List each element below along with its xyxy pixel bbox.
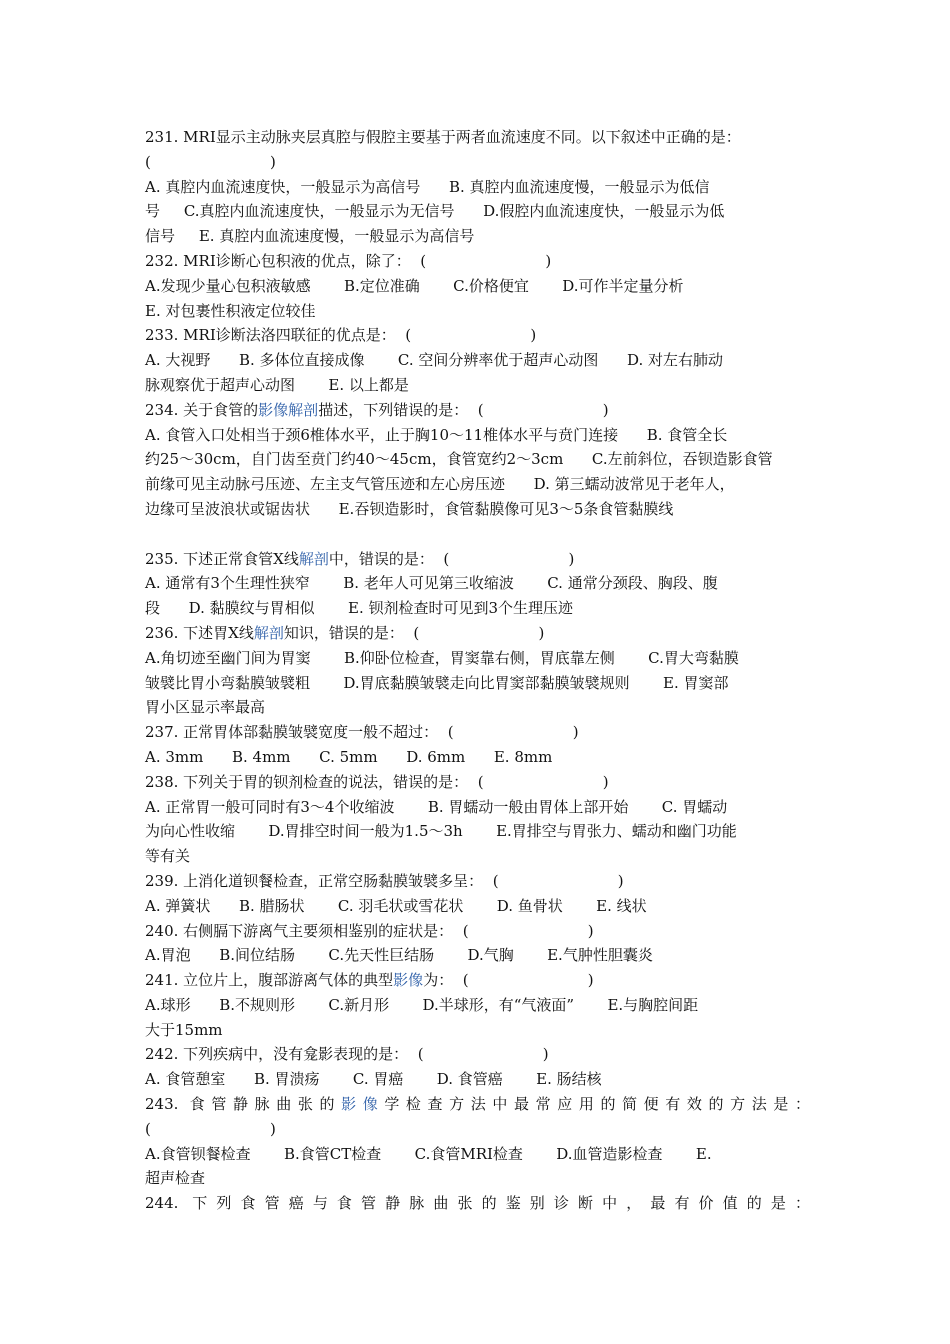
q231-stem: 231. MRI显示主动脉夹层真腔与假腔主要基于两者血流速度不同。以下叙述中正确的是： (145, 128, 741, 146)
q234-options-1: A. 食管入口处相当于颈6椎体水平，止于胸10～11椎体水平与贲门连接 B. 食管全长 (145, 425, 728, 444)
q241-options-1: A.球形 B.不规则形 C.新月形 D.半球形，有“气液面” E.与胸腔间距 (145, 995, 699, 1014)
q235-stem (145, 547, 810, 572)
q232-stem: 232. MRI诊断心包积液的优点，除了： ( ) (145, 251, 552, 270)
q241-stem-b: 为： ( ) (423, 971, 594, 990)
q235-link-anatomy[interactable]: 解剖 (298, 549, 329, 568)
q243-stem (145, 1092, 810, 1117)
q238-stem: 238. 下列关于胃的钡剂检查的说法，错误的是： ( ) (145, 772, 609, 791)
q241-stem-a: 241. 立位片上，腹部游离气体的典型 (145, 971, 394, 990)
blank-line (145, 522, 810, 547)
q231-options-1: A. 真腔内血流速度快，一般显示为高信号 B. 真腔内血流速度慢，一般显示为低信 (145, 177, 710, 196)
q240-stem: 240. 右侧膈下游离气主要须相鉴别的症状是： ( ) (145, 921, 594, 940)
q231-options-2: 号 C.真腔内血流速度快，一般显示为无信号 D.假腔内血流速度快，一般显示为低 (145, 202, 725, 221)
q243-stem-a: 243. 食管静脉曲张的 (145, 1095, 342, 1114)
q234-stem (145, 398, 810, 423)
q237-stem: 237. 正常胃体部黏膜皱襞宽度一般不超过： ( ) (145, 723, 579, 742)
q236-stem-a: 236. 下述胃X线 (145, 623, 254, 642)
q231-options-3: 信号 E. 真腔内血流速度慢，一般显示为高信号 (145, 227, 475, 246)
q239-stem: 239. 上消化道钡餐检查，正常空肠黏膜皱襞多呈： ( ) (145, 871, 624, 890)
q234-stem-b: 描述，下列错误的是： ( ) (318, 400, 609, 419)
q236-options-2: 皱襞比胃小弯黏膜皱襞粗 D.胃底黏膜皱襞走向比胃窦部黏膜皱襞规则 E. 胃窦部 (145, 673, 729, 692)
q233-options-2: 脉观察优于超声心动图 E. 以上都是 (145, 375, 409, 394)
q236-options-1: A.角切迹至幽门间为胃窦 B.仰卧位检查，胃窦靠右侧，胃底靠左侧 C.胃大弯黏膜 (145, 648, 739, 667)
q241-stem (145, 968, 810, 993)
q243-options-2: 超声检查 (145, 1169, 206, 1188)
q241-options-2: 大于15mm (145, 1020, 223, 1039)
q235-options-1: A. 通常有3个生理性狭窄 B. 老年人可见第三收缩波 C. 通常分颈段、胸段、腹 (145, 574, 718, 593)
q238-options-1: A. 正常胃一般可同时有3～4个收缩波 B. 胃蠕动一般由胃体上部开始 C. 胃蠕动 (145, 797, 728, 816)
q234-link-anatomy[interactable]: 影像解剖 (258, 400, 319, 419)
q234-options-3: 前缘可见主动脉弓压迹、左主支气管压迹和左心房压迹 D. 第三蠕动波常见于老年人， (145, 475, 735, 494)
q236-stem (145, 621, 810, 646)
q243-link-imaging[interactable]: 影像 (341, 1095, 385, 1114)
q234-options-4: 边缘可呈波浪状或锯齿状 E.吞钡造影时，食管黏膜像可见3～5条食管黏膜线 (145, 499, 674, 518)
q236-stem-b: 知识，错误的是： ( ) (283, 623, 545, 642)
document-page (145, 125, 810, 1216)
q235-stem-a: 235. 下述正常食管X线 (145, 549, 299, 568)
q236-link-anatomy[interactable]: 解剖 (253, 623, 284, 642)
q234-options-2: 约25～30cm，自门齿至贲门约40～45cm，食管宽约2～3cm C.左前斜位，吞钡造影食管 (145, 450, 773, 469)
q234-stem-a: 234. 关于食管的 (145, 400, 259, 419)
q243-options-1: A.食管钡餐检查 B.食管CT检查 C.食管MRI检查 D.血管造影检查 E. (145, 1144, 712, 1163)
q238-options-2: 为向心性收缩 D.胃排空时间一般为1.5～3h E.胃排空与胃张力、蠕动和幽门功能 (145, 822, 737, 841)
q233-options-1: A. 大视野 B. 多体位直接成像 C. 空间分辨率优于超声心动图 D. 对左右肺动 (145, 351, 724, 370)
q235-options-2: 段 D. 黏膜纹与胃相似 E. 钡剂检查时可见到3个生理压迹 (145, 599, 574, 618)
q243-stem-b: 学检查方法中最常应用的简便有效的方法是： (384, 1095, 810, 1114)
q238-options-3: 等有关 (145, 847, 191, 866)
q231-paren: ( ) (145, 152, 276, 171)
q239-options-1: A. 弹簧状 B. 腊肠状 C. 羽毛状或雪花状 D. 鱼骨状 E. 线状 (145, 896, 647, 915)
q242-options-1: A. 食管憩室 B. 胃溃疡 C. 胃癌 D. 食管癌 E. 肠结核 (145, 1070, 602, 1089)
q237-options-1: A. 3mm B. 4mm C. 5mm D. 6mm E. 8mm (145, 747, 553, 766)
q236-options-3: 胃小区显示率最高 (145, 698, 266, 717)
q243-paren: ( ) (145, 1119, 276, 1138)
q232-options-1: A.发现少量心包积液敏感 B.定位准确 C.价格便宜 D.可作半定量分析 (145, 276, 684, 295)
q242-stem: 242. 下列疾病中，没有龛影表现的是： ( ) (145, 1045, 549, 1064)
q235-stem-b: 中，错误的是： ( ) (328, 549, 575, 568)
q233-stem: 233. MRI诊断法洛四联征的优点是： ( ) (145, 326, 537, 345)
q232-options-2: E. 对包裹性积液定位较佳 (145, 301, 316, 320)
q241-link-imaging[interactable]: 影像 (393, 971, 424, 990)
q244-stem: 244. 下列食管癌与食管静脉曲张的鉴别诊断中，最有价值的是： (145, 1194, 810, 1213)
q240-options-1: A.胃泡 B.间位结肠 C.先天性巨结肠 D.气胸 E.气肿性胆囊炎 (145, 946, 653, 965)
